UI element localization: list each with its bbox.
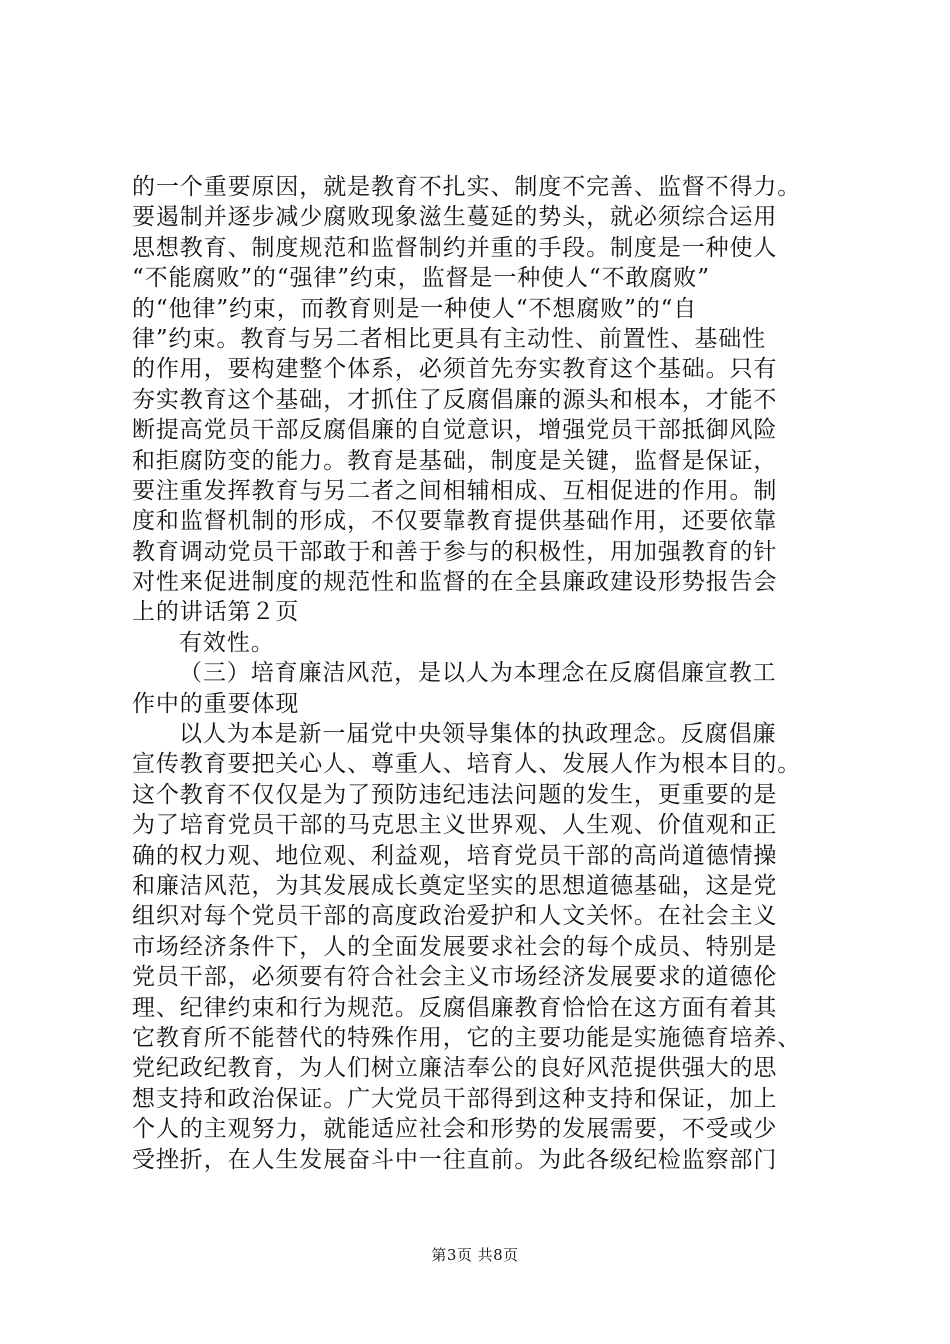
text-line: 教育调动党员干部敢于和善于参与的积极性，用加强教育的针 [132, 538, 778, 565]
text-line: 和拒腐防变的能力。教育是基础，制度是关键，监督是保证， [132, 447, 778, 474]
text-line: 夯实教育这个基础，才抓住了反腐倡廉的源头和根本，才能不 [132, 386, 778, 413]
page-footer [0, 1244, 950, 1265]
text-line: 的“他律”约束，而教育则是一种使人“不想腐败”的“自 [132, 295, 698, 322]
text-line: 和廉洁风范，为其发展成长奠定坚实的思想道德基础，这是党 [132, 872, 778, 899]
text-line: 上的讲话第２页 [132, 599, 300, 626]
paragraph-start: 以人为本是新一届党中央领导集体的执政理念。反腐倡廉 [179, 721, 777, 748]
text-line: 这个教育不仅仅是为了预防违纪违法问题的发生，更重要的是 [132, 781, 778, 808]
text-line: 为了培育党员干部的马克思主义世界观、人生观、价值观和正 [132, 812, 778, 839]
text-line: 对性来促进制度的规范性和监督的在全县廉政建设形势报告会 [132, 569, 778, 596]
text-line: 想支持和政治保证。广大党员干部得到这种支持和保证，加上 [132, 1085, 778, 1112]
text-line: 要注重发挥教育与另二者之间相辅相成、互相促进的作用。制 [132, 477, 778, 504]
text-line: 思想教育、制度规范和监督制约并重的手段。制度是一种使人 [132, 234, 778, 261]
text-line: 组织对每个党员干部的高度政治爱护和人文关怀。在社会主义 [132, 903, 778, 930]
section-heading-continued: 作中的重要体现 [132, 690, 300, 717]
text-line: 的一个重要原因，就是教育不扎实、制度不完善、监督不得力。 [132, 174, 802, 200]
text-line: 受挫折，在人生发展奋斗中一往直前。为此各级纪检监察部门 [132, 1146, 778, 1173]
text-line: 度和监督机制的形成，不仅要靠教育提供基础作用，还要依靠 [132, 508, 778, 535]
text-line: 党纪政纪教育，为人们树立廉洁奉公的良好风范提供强大的思 [132, 1055, 778, 1082]
text-line: 确的权力观、地位观、利益观，培育党员干部的高尚道德情操 [132, 842, 778, 869]
text-line: 理、纪律约束和行为规范。反腐倡廉教育恰恰在这方面有着其 [132, 994, 778, 1021]
paragraph-start: 有效性。 [179, 629, 275, 656]
text-line: 市场经济条件下，人的全面发展要求社会的每个成员、特别是 [132, 933, 778, 960]
text-line: 的作用，要构建整个体系，必须首先夯实教育这个基础。只有 [132, 356, 778, 383]
text-line: 要遏制并逐步减少腐败现象滋生蔓延的势头，就必须综合运用 [132, 204, 778, 231]
section-heading: （三）培育廉洁风范，是以人为本理念在反腐倡廉宣教工 [179, 660, 777, 687]
text-line: 律”约束。教育与另二者相比更具有主动性、前置性、基础性 [132, 325, 767, 352]
text-line: 个人的主观努力，就能适应社会和形势的发展需要，不受或少 [132, 1116, 778, 1143]
body-text [132, 172, 832, 1175]
text-line: 它教育所不能替代的特殊作用，它的主要功能是实施德育培养、 [132, 1024, 802, 1051]
text-line: 党员干部，必须要有符合社会主义市场经济发展要求的道德伦 [132, 964, 778, 991]
text-line: 断提高党员干部反腐倡廉的自觉意识，增强党员干部抵御风险 [132, 417, 778, 444]
text-line: “不能腐败”的“强律”约束，监督是一种使人“不敢腐败” [132, 265, 710, 292]
text-line: 宣传教育要把关心人、尊重人、培育人、发展人作为根本目的。 [132, 751, 802, 778]
page-number: 第3页 共8页 [431, 1246, 519, 1264]
